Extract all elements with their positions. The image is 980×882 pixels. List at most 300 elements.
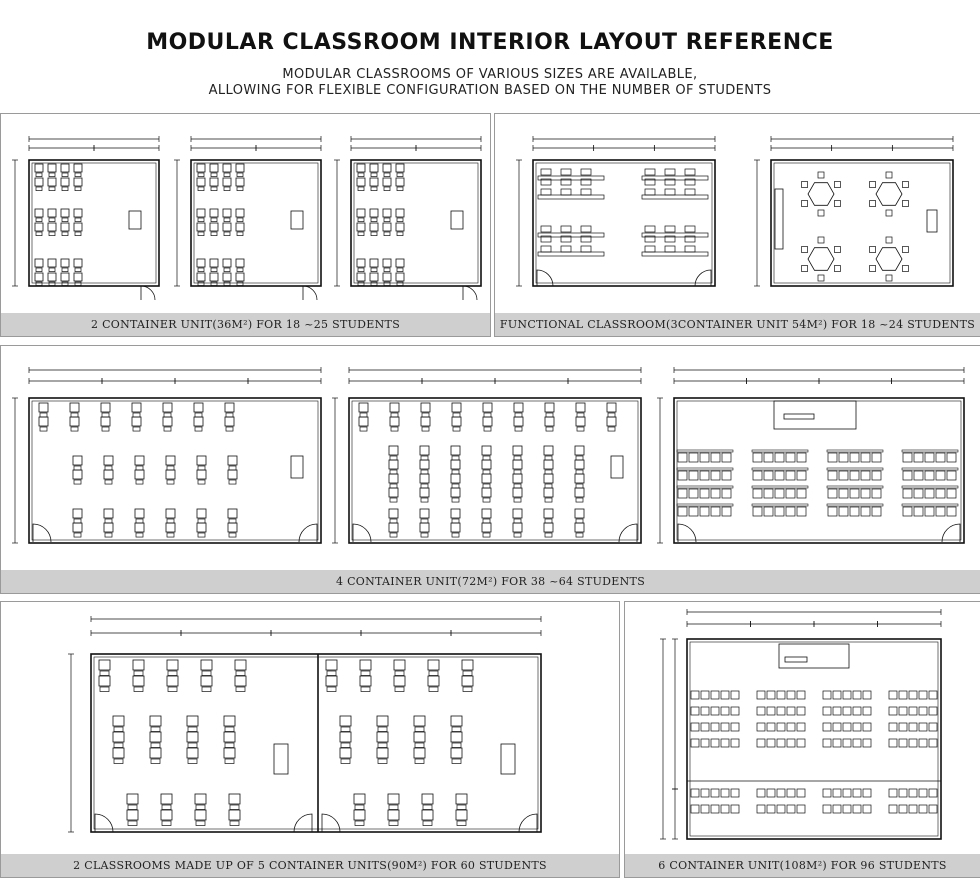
student-desk	[197, 273, 205, 281]
lecture-seat	[903, 489, 912, 498]
lecture-seat	[711, 453, 720, 462]
computer-chair	[541, 246, 551, 252]
student-desk	[70, 417, 79, 426]
group-chair	[818, 275, 824, 281]
student-chair	[545, 456, 552, 460]
student-chair	[198, 282, 204, 286]
student-chair	[390, 498, 397, 502]
student-desk	[223, 178, 231, 186]
student-chair	[136, 466, 143, 470]
student-desk	[228, 509, 237, 518]
group-chair	[818, 237, 824, 243]
student-desk	[340, 716, 351, 726]
lecture-seat	[700, 471, 709, 480]
student-desk	[210, 178, 218, 186]
lecture-seat	[757, 707, 765, 715]
student-desk	[483, 403, 492, 412]
lecture-seat	[691, 739, 699, 747]
lecture-seat	[711, 739, 719, 747]
student-desk	[428, 676, 439, 686]
lecture-seat	[872, 453, 881, 462]
student-chair	[422, 427, 429, 431]
student-desk	[39, 417, 48, 426]
student-chair	[389, 805, 398, 810]
lecture-seat	[731, 723, 739, 731]
lecture-seat	[757, 723, 765, 731]
computer-chair	[561, 169, 571, 175]
student-desk	[482, 446, 491, 455]
student-chair	[397, 187, 403, 191]
door-swing	[695, 270, 711, 286]
student-chair	[62, 282, 68, 286]
student-chair	[136, 533, 143, 537]
student-desk	[161, 810, 172, 820]
lecture-seat	[839, 507, 848, 516]
lecture-seat	[863, 805, 871, 813]
lecture-seat	[797, 789, 805, 797]
student-desk	[35, 164, 43, 172]
student-chair	[576, 519, 583, 523]
student-desk	[113, 732, 124, 742]
student-desk	[414, 748, 425, 758]
lecture-seat	[767, 691, 775, 699]
student-chair	[102, 413, 109, 417]
student-chair	[164, 427, 171, 431]
student-chair	[390, 470, 397, 474]
computer-table	[538, 252, 604, 256]
student-desk	[326, 660, 337, 670]
lecture-seat	[843, 739, 851, 747]
computer-chair	[665, 189, 675, 195]
lecture-seat	[919, 789, 927, 797]
student-desk	[35, 178, 43, 186]
student-desk	[35, 223, 43, 231]
student-chair	[229, 519, 236, 523]
student-desk	[163, 417, 172, 426]
student-chair	[453, 427, 460, 431]
lecture-bench	[827, 486, 883, 488]
student-desk	[194, 417, 203, 426]
student-chair	[40, 427, 47, 431]
lecture-seat	[823, 805, 831, 813]
student-chair	[514, 470, 521, 474]
student-desk	[388, 794, 399, 804]
student-desk	[462, 660, 473, 670]
lecture-seat	[853, 739, 861, 747]
student-chair	[514, 456, 521, 460]
student-chair	[196, 805, 205, 810]
group-chair	[818, 172, 824, 178]
student-chair	[230, 805, 239, 810]
computer-table	[538, 195, 604, 199]
lecture-seat	[700, 489, 709, 498]
student-chair	[198, 533, 205, 537]
lecture-seat	[797, 723, 805, 731]
student-chair	[577, 413, 584, 417]
student-desk	[354, 810, 365, 820]
group-chair	[902, 201, 908, 207]
student-chair	[327, 687, 336, 692]
lecture-seat	[853, 789, 861, 797]
student-desk	[197, 178, 205, 186]
student-desk	[359, 403, 368, 412]
computer-chair	[561, 189, 571, 195]
computer-chair	[581, 169, 591, 175]
student-desk	[414, 716, 425, 726]
student-desk	[210, 164, 218, 172]
student-chair	[421, 456, 428, 460]
lecture-seat	[777, 789, 785, 797]
student-chair	[483, 533, 490, 537]
lecture-bench	[677, 504, 733, 506]
student-chair	[75, 187, 81, 191]
lecture-seat	[909, 805, 917, 813]
student-chair	[452, 727, 461, 732]
student-desk	[197, 164, 205, 172]
student-chair	[36, 218, 42, 222]
student-desk	[428, 660, 439, 670]
student-desk	[456, 794, 467, 804]
student-chair	[198, 218, 204, 222]
student-chair	[397, 218, 403, 222]
lecture-seat	[936, 453, 945, 462]
group-chair	[802, 201, 808, 207]
student-chair	[211, 187, 217, 191]
student-desk	[73, 470, 82, 479]
student-desk	[73, 523, 82, 532]
computer-chair	[541, 226, 551, 232]
student-chair	[384, 187, 390, 191]
lecture-seat	[757, 739, 765, 747]
student-chair	[358, 282, 364, 286]
student-desk	[389, 488, 398, 497]
lecture-bench	[902, 486, 958, 488]
student-desk	[104, 470, 113, 479]
group-chair	[870, 247, 876, 253]
student-chair	[198, 173, 204, 177]
student-desk	[456, 810, 467, 820]
lecture-bench	[677, 450, 733, 452]
student-chair	[576, 533, 583, 537]
lecture-seat	[929, 805, 937, 813]
student-chair	[371, 282, 377, 286]
student-desk	[224, 732, 235, 742]
student-desk	[359, 417, 368, 426]
student-chair	[225, 759, 234, 764]
floorplan-functional-classroom	[495, 114, 980, 336]
student-chair	[546, 413, 553, 417]
lecture-seat	[843, 691, 851, 699]
student-desk	[377, 716, 388, 726]
lecture-bench	[827, 450, 883, 452]
door-swing	[299, 524, 317, 542]
lecture-seat	[909, 691, 917, 699]
student-desk	[39, 403, 48, 412]
lecture-seat	[863, 739, 871, 747]
student-chair	[423, 805, 432, 810]
student-chair	[62, 218, 68, 222]
caption-functional-classroom: FUNCTIONAL CLASSROOM(3CONTAINER UNIT 54M²) FOR 18 ~24 STUDENTS	[495, 313, 980, 336]
student-desk	[421, 403, 430, 412]
student-chair	[128, 805, 137, 810]
student-desk	[483, 417, 492, 426]
student-desk	[223, 209, 231, 217]
student-chair	[415, 727, 424, 732]
lecture-seat	[899, 723, 907, 731]
lecture-seat	[777, 707, 785, 715]
student-desk	[396, 273, 404, 281]
student-chair	[483, 484, 490, 488]
panel-6-container-unit	[624, 601, 980, 878]
lecture-seat	[929, 739, 937, 747]
student-chair	[75, 282, 81, 286]
student-desk	[132, 403, 141, 412]
student-chair	[422, 413, 429, 417]
student-desk	[35, 259, 43, 267]
student-chair	[36, 282, 42, 286]
student-desk	[370, 209, 378, 217]
lecture-seat	[700, 453, 709, 462]
student-chair	[136, 519, 143, 523]
student-desk	[236, 178, 244, 186]
computer-chair	[581, 226, 591, 232]
student-chair	[226, 427, 233, 431]
student-chair	[198, 232, 204, 236]
student-chair	[341, 727, 350, 732]
lecture-seat	[767, 707, 775, 715]
lecture-seat	[833, 805, 841, 813]
computer-chair	[685, 226, 695, 232]
computer-chair	[685, 169, 695, 175]
student-chair	[358, 268, 364, 272]
student-desk	[150, 748, 161, 758]
student-chair	[608, 427, 615, 431]
student-chair	[378, 743, 387, 748]
student-desk	[74, 273, 82, 281]
student-chair	[71, 427, 78, 431]
student-desk	[451, 523, 460, 532]
student-chair	[361, 671, 370, 676]
group-table	[876, 248, 902, 271]
computer-chair	[561, 246, 571, 252]
student-chair	[514, 498, 521, 502]
student-desk	[357, 178, 365, 186]
student-desk	[357, 164, 365, 172]
student-chair	[423, 821, 432, 826]
student-chair	[188, 759, 197, 764]
student-chair	[167, 519, 174, 523]
lecture-seat	[787, 739, 795, 747]
student-desk	[223, 273, 231, 281]
student-desk	[104, 523, 113, 532]
student-chair	[355, 805, 364, 810]
student-desk	[544, 446, 553, 455]
student-desk	[236, 259, 244, 267]
student-chair	[100, 671, 109, 676]
student-desk	[48, 209, 56, 217]
teacher-desk	[785, 657, 807, 662]
student-chair	[390, 484, 397, 488]
teacher-desk	[291, 456, 303, 478]
lecture-seat	[721, 805, 729, 813]
lecture-seat	[701, 707, 709, 715]
lecture-seat	[925, 471, 934, 480]
student-chair	[102, 427, 109, 431]
student-desk	[396, 209, 404, 217]
lecture-seat	[828, 453, 837, 462]
student-chair	[483, 470, 490, 474]
student-desk	[513, 509, 522, 518]
podium-stage	[779, 644, 849, 668]
student-chair	[167, 466, 174, 470]
student-desk	[61, 273, 69, 281]
student-chair	[483, 519, 490, 523]
lecture-seat	[839, 471, 848, 480]
lecture-seat	[797, 489, 806, 498]
group-chair	[886, 210, 892, 216]
student-desk	[133, 676, 144, 686]
student-desk	[383, 259, 391, 267]
student-desk	[544, 474, 553, 483]
student-desk	[74, 164, 82, 172]
lecture-seat	[899, 805, 907, 813]
student-desk	[357, 259, 365, 267]
group-chair	[834, 182, 840, 188]
student-desk	[575, 509, 584, 518]
student-desk	[201, 676, 212, 686]
student-desk	[61, 223, 69, 231]
computer-chair	[561, 226, 571, 232]
student-desk	[377, 748, 388, 758]
student-chair	[198, 519, 205, 523]
student-chair	[188, 727, 197, 732]
lecture-seat	[701, 723, 709, 731]
lecture-seat	[903, 507, 912, 516]
lecture-seat	[731, 691, 739, 699]
student-chair	[198, 466, 205, 470]
student-desk	[420, 488, 429, 497]
computer-chair	[581, 246, 591, 252]
group-table	[876, 183, 902, 206]
lecture-seat	[929, 691, 937, 699]
door-swing	[619, 524, 637, 542]
door-swing	[353, 524, 371, 542]
student-desk	[513, 474, 522, 483]
student-desk	[61, 164, 69, 172]
student-chair	[105, 533, 112, 537]
group-chair	[902, 182, 908, 188]
door-swing	[942, 524, 960, 542]
student-desk	[210, 259, 218, 267]
computer-chair	[645, 189, 655, 195]
student-chair	[225, 743, 234, 748]
lecture-bench	[752, 468, 808, 470]
student-chair	[49, 218, 55, 222]
student-chair	[397, 232, 403, 236]
lecture-seat	[786, 507, 795, 516]
student-desk	[228, 523, 237, 532]
room-inner-wall	[536, 163, 712, 283]
student-desk	[383, 273, 391, 281]
panel-2-container-unit	[0, 113, 491, 337]
computer-chair	[645, 246, 655, 252]
lecture-seat	[797, 707, 805, 715]
student-chair	[452, 519, 459, 523]
student-desk	[197, 223, 205, 231]
computer-chair	[685, 246, 695, 252]
student-chair	[237, 268, 243, 272]
lecture-seat	[678, 507, 687, 516]
student-chair	[514, 519, 521, 523]
lecture-seat	[850, 453, 859, 462]
computer-table	[642, 252, 708, 256]
student-desk	[61, 259, 69, 267]
student-chair	[167, 533, 174, 537]
lecture-seat	[777, 723, 785, 731]
student-desk	[394, 660, 405, 670]
lecture-seat	[721, 707, 729, 715]
student-chair	[452, 470, 459, 474]
student-desk	[163, 403, 172, 412]
room-wall	[674, 398, 964, 543]
student-desk	[357, 223, 365, 231]
student-desk	[389, 523, 398, 532]
lecture-seat	[861, 453, 870, 462]
student-desk	[462, 676, 473, 686]
student-desk	[197, 209, 205, 217]
group-chair	[902, 266, 908, 272]
student-chair	[341, 759, 350, 764]
student-desk	[167, 676, 178, 686]
group-chair	[870, 266, 876, 272]
student-chair	[196, 821, 205, 826]
lecture-seat	[797, 453, 806, 462]
student-chair	[390, 456, 397, 460]
student-desk	[229, 810, 240, 820]
lecture-seat	[711, 691, 719, 699]
student-desk	[201, 660, 212, 670]
student-chair	[36, 187, 42, 191]
student-desk	[224, 748, 235, 758]
student-desk	[127, 810, 138, 820]
student-chair	[452, 456, 459, 460]
student-desk	[389, 474, 398, 483]
student-desk	[166, 509, 175, 518]
student-desk	[195, 810, 206, 820]
student-chair	[384, 232, 390, 236]
lecture-seat	[731, 707, 739, 715]
student-desk	[161, 794, 172, 804]
room-inner-wall	[774, 163, 950, 283]
lecture-bench	[902, 450, 958, 452]
student-desk	[451, 716, 462, 726]
student-chair	[545, 498, 552, 502]
student-chair	[211, 173, 217, 177]
student-chair	[463, 687, 472, 692]
student-chair	[576, 456, 583, 460]
student-desk	[420, 460, 429, 469]
student-desk	[370, 273, 378, 281]
student-desk	[451, 474, 460, 483]
lecture-seat	[797, 507, 806, 516]
floorplan-6-container-units	[625, 602, 980, 877]
student-chair	[133, 427, 140, 431]
student-chair	[75, 268, 81, 272]
lecture-seat	[701, 739, 709, 747]
student-desk	[420, 509, 429, 518]
student-chair	[74, 480, 81, 484]
student-desk	[370, 259, 378, 267]
